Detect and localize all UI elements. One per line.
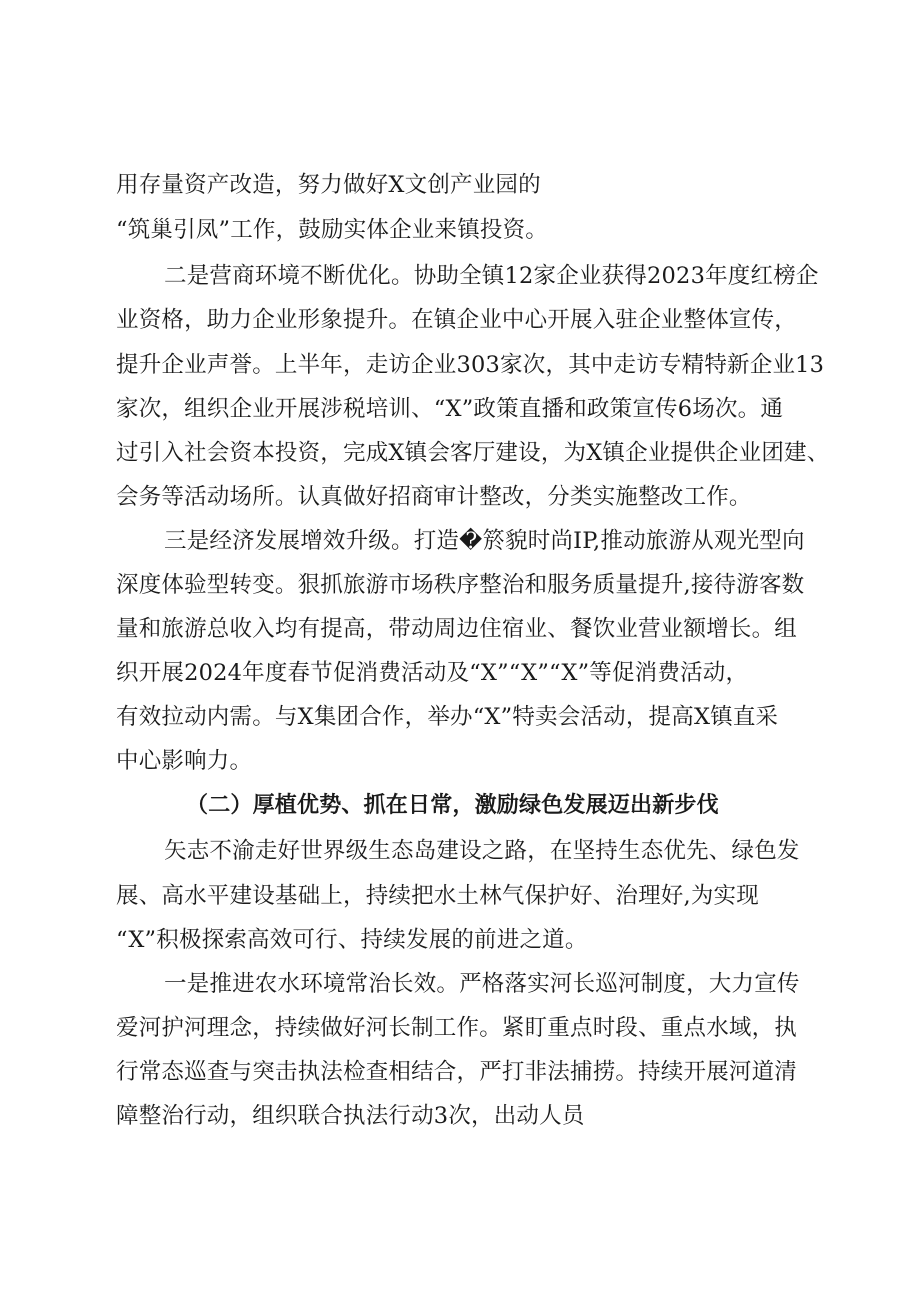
paragraph-3-line-3: 量和旅游总收入均有提高，带动周边住宿业、餐饮业营业额增长。组: [116, 616, 798, 642]
section-heading: （二）厚植优势、抓在日常，激励绿色发展迈出新步伐: [186, 793, 719, 818]
paragraph-3-line-5: 有效拉动内需。与X集团合作，举办“X”特卖会活动，提高X镇直采: [116, 704, 779, 730]
paragraph-5-line-2: 爱河护河理念，持续做好河长制工作。紧盯重点时段、重点水域，执: [116, 1015, 798, 1041]
text-line-1: 用存量资产改造，努力做好X文创产业园的: [116, 172, 541, 198]
paragraph-2-line-5: 过引入社会资本投资，完成X镇会客厅建设，为X镇企业提供企业团建、: [116, 440, 830, 466]
paragraph-3-line-6: 中心影响力。: [116, 748, 253, 774]
paragraph-3-line-1: 三是经济发展增效升级。打造�箊貌时尚IP,推动旅游从观光型向: [164, 528, 805, 554]
paragraph-2-line-4: 家次，组织企业开展涉税培训、“X”政策直播和政策宣传6场次。通: [116, 396, 784, 422]
paragraph-2-line-2: 业资格，助力企业形象提升。在镇企业中心开展入驻企业整体宣传，: [116, 307, 798, 333]
paragraph-5-line-3: 行常态巡查与突击执法检查相结合，严打非法捕捞。持续开展河道清: [116, 1059, 798, 1085]
paragraph-2-line-3: 提升企业声誉。上半年，走访企业303家次，其中走访专精特新企业13: [116, 352, 825, 378]
paragraph-2-line-6: 会务等活动场所。认真做好招商审计整改，分类实施整改工作。: [116, 484, 752, 510]
paragraph-2-line-1: 二是营商环境不断优化。协助全镇12家企业获得2023年度红榜企: [164, 263, 819, 289]
paragraph-5-line-4: 障整治行动，组织联合执法行动3次，出动人员: [116, 1103, 585, 1129]
paragraph-5-line-1: 一是推进农水环境常治长效。严格落实河长巡河制度，大力宣传: [164, 971, 800, 997]
paragraph-3-line-2: 深度体验型转变。狠抓旅游市场秩序整治和服务质量提升,接待游客数: [116, 572, 805, 598]
paragraph-4-line-3: “X”积极探索高效可行、持续发展的前进之道。: [116, 927, 588, 953]
paragraph-3-line-4: 织开展2024年度春节促消费活动及“X”“X”“X”等促消费活动，: [116, 660, 749, 686]
text-line-2: “筑巢引凤”工作，鼓励实体企业来镇投资。: [116, 217, 549, 243]
paragraph-4-line-1: 矢志不渝走好世界级生态岛建设之路，在坚持生态优先、绿色发: [164, 838, 800, 864]
paragraph-4-line-2: 展、高水平建设基础上，持续把水土林气保护好、治理好,为实现: [116, 883, 759, 909]
